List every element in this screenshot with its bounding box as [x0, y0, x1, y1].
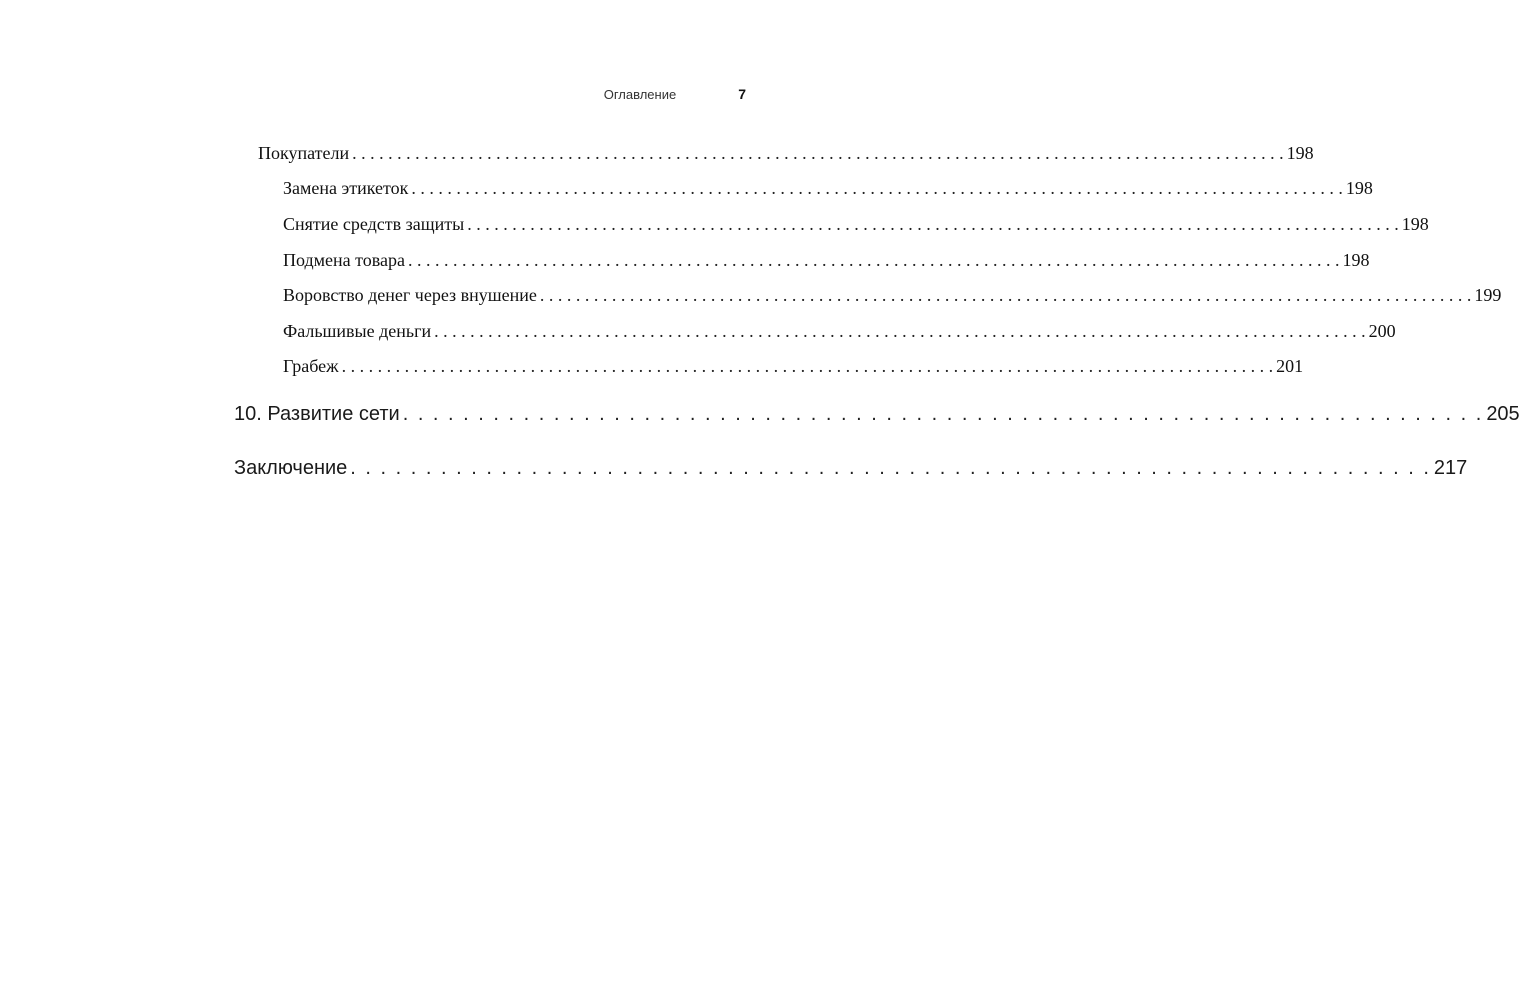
toc-chapter-entry	[234, 403, 1520, 426]
toc-entry-label: Заключение	[234, 457, 348, 479]
toc-entry-page: 198	[1286, 143, 1314, 163]
toc-entry-label: Замена этикеток	[283, 178, 409, 198]
toc-entry-page: 205	[1486, 403, 1520, 425]
toc-entry-page: 217	[1433, 457, 1468, 479]
toc-entry	[283, 250, 1370, 271]
toc-entry	[283, 178, 1373, 199]
dot-leader: . . . . . . . . . . . . . . . . . . . . . . . . . . . . . . . . . . . . . . . . . . . . . . . . . . . . . . . . . . . . . . . . . . . . . . . .	[350, 457, 1431, 479]
dot-leader: . . . . . . . . . . . . . . . . . . . . . . . . . . . . . . . . . . . . . . . . . . . . . . . . . . . . . . . . . . . . . . . . . . . . . . . . . . . . . . . . . . . . . . . . . . . . . . . . . . . . . . . .	[352, 143, 1284, 163]
toc-entry-page: 201	[1276, 356, 1304, 376]
running-head	[560, 86, 746, 102]
toc-entry	[283, 285, 1502, 306]
toc-subsection-entry	[258, 143, 1314, 164]
toc-entry	[283, 356, 1304, 377]
dot-leader: . . . . . . . . . . . . . . . . . . . . . . . . . . . . . . . . . . . . . . . . . . . . . . . . . . . . . . . . . . . . . . . . . . . . . . . . . . . . . . . . . . . . . . . . . . . . . . . . . . . . . . . .	[539, 285, 1472, 305]
dot-leader: . . . . . . . . . . . . . . . . . . . . . . . . . . . . . . . . . . . . . . . . . . . . . . . . . . . . . . . . . . . . . . . . . . . . . . . .	[402, 403, 1484, 425]
toc-entry	[283, 214, 1429, 235]
dot-leader: . . . . . . . . . . . . . . . . . . . . . . . . . . . . . . . . . . . . . . . . . . . . . . . . . . . . . . . . . . . . . . . . . . . . . . . . . . . . . . . . . . . . . . . . . . . . . . . . . . . . . . . .	[434, 321, 1366, 341]
toc-entry-label: Грабеж	[283, 356, 339, 376]
toc-entry-page: 200	[1368, 321, 1396, 341]
dot-leader: . . . . . . . . . . . . . . . . . . . . . . . . . . . . . . . . . . . . . . . . . . . . . . . . . . . . . . . . . . . . . . . . . . . . . . . . . . . . . . . . . . . . . . . . . . . . . . . . . . . . . . . .	[411, 178, 1343, 198]
toc-entry-page: 198	[1342, 250, 1370, 270]
toc-chapter-entry	[234, 457, 1468, 480]
toc-entry-page: 199	[1474, 285, 1502, 305]
toc-entry-page: 198	[1401, 214, 1429, 234]
page-number: 7	[738, 86, 746, 102]
toc-entry-label: Подмена товара	[283, 250, 406, 270]
dot-leader: . . . . . . . . . . . . . . . . . . . . . . . . . . . . . . . . . . . . . . . . . . . . . . . . . . . . . . . . . . . . . . . . . . . . . . . . . . . . . . . . . . . . . . . . . . . . . . . . . . . . . . . .	[341, 356, 1274, 376]
toc-entry-label: Снятие средств защиты	[283, 214, 465, 234]
toc-entry-label: Воровство денег через внушение	[283, 285, 537, 305]
toc-entry-label: 10. Развитие сети	[234, 403, 400, 425]
toc-entry	[283, 321, 1396, 342]
running-head-section: Оглавление	[603, 87, 677, 102]
dot-leader: . . . . . . . . . . . . . . . . . . . . . . . . . . . . . . . . . . . . . . . . . . . . . . . . . . . . . . . . . . . . . . . . . . . . . . . . . . . . . . . . . . . . . . . . . . . . . . . . . . . . . . . .	[467, 214, 1399, 234]
toc-entry-label: Покупатели	[258, 143, 350, 163]
toc-entry-page: 198	[1345, 178, 1373, 198]
dot-leader: . . . . . . . . . . . . . . . . . . . . . . . . . . . . . . . . . . . . . . . . . . . . . . . . . . . . . . . . . . . . . . . . . . . . . . . . . . . . . . . . . . . . . . . . . . . . . . . . . . . . . . . .	[408, 250, 1340, 270]
toc-entry-label: Фальшивые деньги	[283, 321, 432, 341]
